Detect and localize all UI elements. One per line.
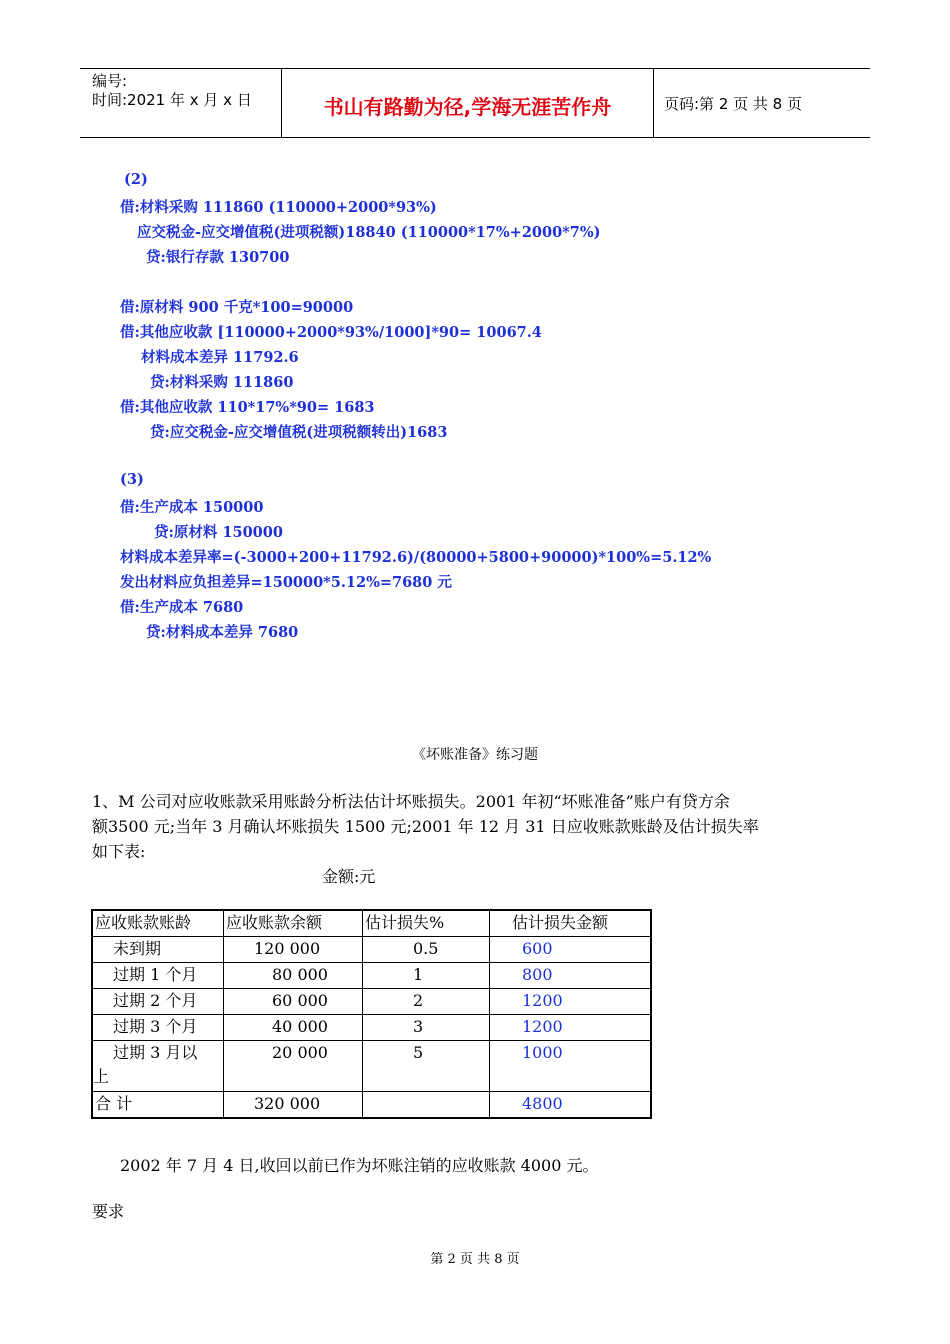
entry-line: (2) (124, 171, 148, 188)
header-cell: 应收账款账龄 (92, 910, 224, 937)
header-cell: 应收账款余额 (224, 910, 363, 937)
table-cell-text: 上 (93, 1067, 110, 1086)
table-cell: 合 计 (92, 1092, 224, 1119)
question-text-line: 额3500 元;当年 3 月确认坏账损失 1500 元;2001 年 12 月 31 日应收账款账龄及估计损失率 (92, 817, 759, 836)
number-label: 编号: (92, 72, 128, 90)
table-row (92, 989, 651, 1015)
table-cell: 5 (363, 1041, 490, 1092)
table-cell: 3 (363, 1015, 490, 1041)
table-total-row (92, 1092, 651, 1119)
document-header (80, 68, 870, 138)
table-cell: 4800 (490, 1092, 652, 1119)
page-footer: 第 2 页 共 8 页 (430, 1252, 520, 1267)
question-text-line: 如下表: (92, 842, 146, 861)
entry-line: 借:生产成本 150000 (120, 499, 264, 516)
page-info: 页码:第 2 页 共 8 页 (664, 95, 802, 113)
entry-line: 借:其他应收款 110*17%*90= 1683 (120, 399, 375, 416)
table-cell: 40 000 (224, 1015, 363, 1041)
entry-line: 发出材料应负担差异=150000*5.12%=7680 元 (120, 574, 452, 591)
question-text-line: 1、M 公司对应收账款采用账龄分析法估计坏账损失。2001 年初“坏账准备”账户有贷方余 (92, 792, 730, 811)
entry-line: 借:原材料 900 千克*100=90000 (120, 299, 354, 316)
table-cell: 1200 (490, 1015, 652, 1041)
header-cell: 估计损失金额 (490, 910, 652, 937)
table-row (92, 1041, 651, 1092)
motto: 书山有路勤为径,学海无涯苦作舟 (282, 69, 654, 137)
entry-line: 贷:应交税金-应交增值税(进项税额转出)1683 (150, 424, 448, 441)
table-cell: 过期 1 个月 (92, 963, 224, 989)
table-cell (363, 1092, 490, 1119)
table-cell: 1 (363, 963, 490, 989)
entry-line: 应交税金-应交增值税(进项税额)18840 (110000*17%+2000*7%) (137, 224, 601, 241)
time-label: 时间:2021 年 x 月 x 日 (92, 91, 252, 109)
header-meta (80, 69, 282, 137)
entry-line: 材料成本差异率=(-3000+200+11792.6)/(80000+5800+90000)*100%=5.12% (120, 549, 712, 566)
entry-line: 贷:银行存款 130700 (146, 249, 290, 266)
table-cell: 320 000 (224, 1092, 363, 1119)
table-cell: 0.5 (363, 937, 490, 963)
table-cell: 120 000 (224, 937, 363, 963)
table-cell: 1200 (490, 989, 652, 1015)
table-row (92, 1015, 651, 1041)
table-cell: 未到期 (92, 937, 224, 963)
table-cell: 60 000 (224, 989, 363, 1015)
entry-line: 借:材料采购 111860 (110000+2000*93%) (120, 199, 437, 216)
table-cell: 20 000 (224, 1041, 363, 1092)
table-cell: 600 (490, 937, 652, 963)
table-cell: 800 (490, 963, 652, 989)
exercise-title: 《坏账准备》练习题 (412, 747, 538, 763)
table-cell (92, 1041, 224, 1092)
requirement-label: 要求 (92, 1202, 125, 1221)
header-cell: 估计损失% (363, 910, 490, 937)
table-cell: 过期 2 个月 (92, 989, 224, 1015)
entry-line: 贷:材料成本差异 7680 (146, 624, 299, 641)
entry-line: 贷:原材料 150000 (154, 524, 283, 541)
entry-line: 贷:材料采购 111860 (150, 374, 294, 391)
table-cell-text: 过期 3 月以 (113, 1043, 198, 1062)
aging-table (91, 909, 652, 1119)
table-row (92, 963, 651, 989)
entry-line: (3) (120, 471, 144, 488)
entry-line: 借:生产成本 7680 (120, 599, 244, 616)
table-cell: 80 000 (224, 963, 363, 989)
unit-label: 金额:元 (322, 867, 376, 886)
entry-line: 材料成本差异 11792.6 (141, 349, 299, 366)
table-cell: 1000 (490, 1041, 652, 1092)
table-header-row (92, 910, 651, 937)
table-cell: 2 (363, 989, 490, 1015)
note-text: 2002 年 7 月 4 日,收回以前已作为坏账注销的应收账款 4000 元。 (120, 1156, 599, 1175)
table-row (92, 937, 651, 963)
table-cell: 过期 3 个月 (92, 1015, 224, 1041)
entry-line: 借:其他应收款 [110000+2000*93%/1000]*90= 10067.4 (120, 324, 542, 341)
